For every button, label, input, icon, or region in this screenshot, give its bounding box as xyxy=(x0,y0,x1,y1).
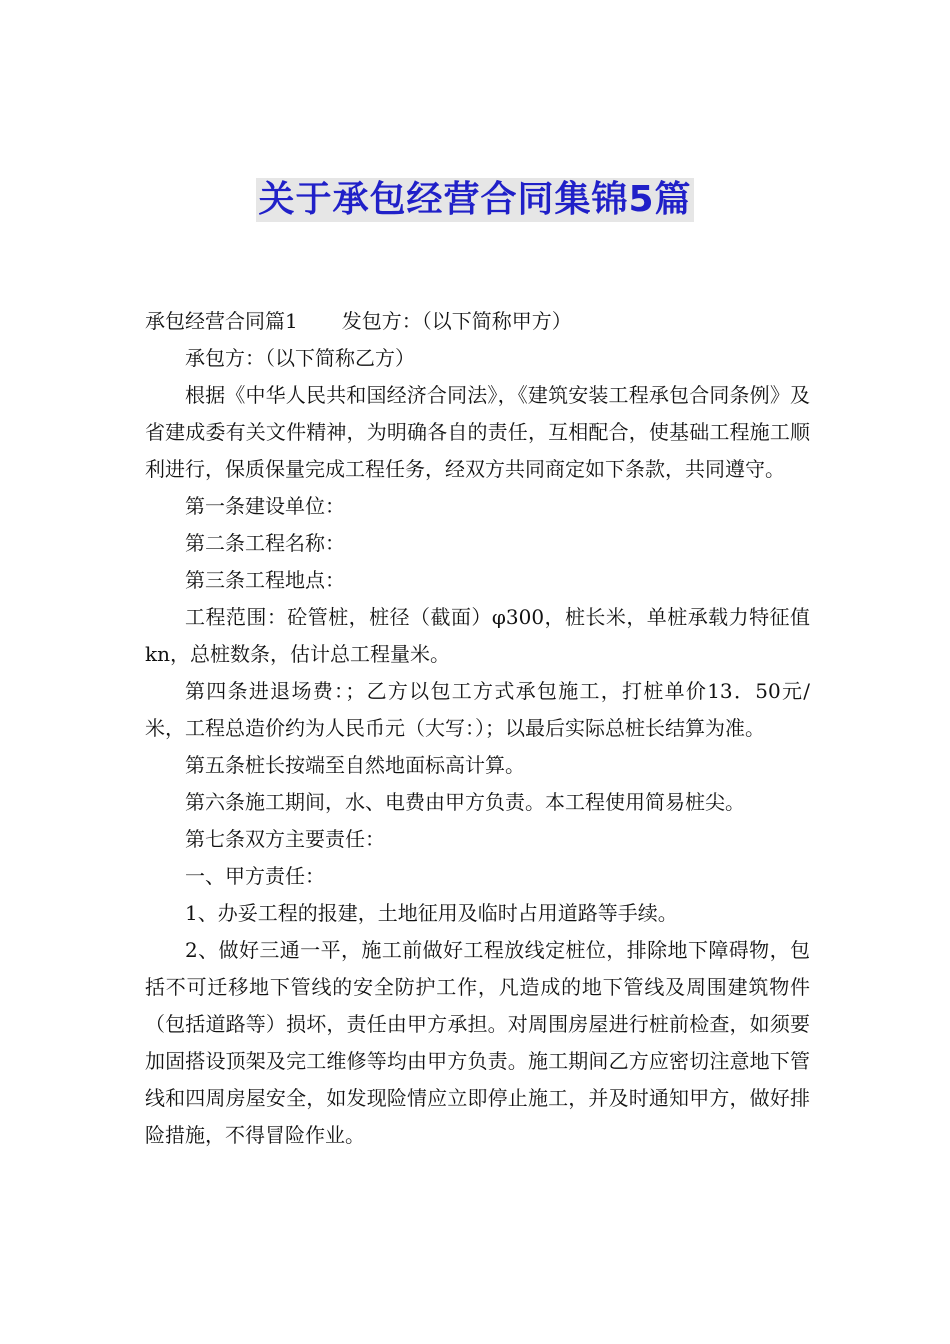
paragraph: 1、办妥工程的报建，土地征用及临时占用道路等手续。 xyxy=(185,901,678,925)
paragraph: 一、甲方责任： xyxy=(185,864,325,888)
paragraph: 根据《中华人民共和国经济合同法》，《建筑安装工程承包合同条例》及省建成委有关文件精神，为明确各自的责任，互相配合，使基础工程施工顺利进行，保质保量完成工程任务，经双方共同商定如下条款，共同遵守。 xyxy=(145,383,810,481)
paragraph: 第六条施工期间，水、电费由甲方负责。本工程使用简易桩尖。 xyxy=(185,790,745,814)
paragraph: 工程范围：砼管桩，桩径（截面）φ300，桩长米，单桩承载力特征值kn，总桩数条，估计总工程量米。 xyxy=(145,605,810,666)
paragraph: 第一条建设单位： xyxy=(185,494,345,518)
document-title: 关于承包经营合同集锦5篇 xyxy=(258,179,692,220)
paragraph: 2、做好三通一平，施工前做好工程放线定桩位，排除地下障碍物，包括不可迁移地下管线的安全防护工作，凡造成的地下管线及周围建筑物件（包括道路等）损坏，责任由甲方承担。对周围房屋进行桩前检查，如须要加固搭设顶架及完工维修等均由甲方负责。施工期间乙方应密切注意地下管线和四周房屋安全，如发现险情应立即停止施工，并及时通知甲方，做好排险措施，不得冒险作业。 xyxy=(145,938,810,1147)
paragraph: 第五条桩长按端至自然地面标高计算。 xyxy=(185,753,525,777)
paragraph: 第四条进退场费：；乙方以包工方式承包施工，打桩单价13．50元/米，工程总造价约为人民币元（大写：）；以最后实际总桩长结算为准。 xyxy=(145,679,810,740)
paragraph: 第七条双方主要责任： xyxy=(185,827,385,851)
title-wrap xyxy=(0,178,950,222)
document-body xyxy=(145,303,810,1154)
contract-heading: 承包经营合同篇1 xyxy=(145,309,298,333)
paragraph: 第二条工程名称： xyxy=(185,531,345,555)
first-line xyxy=(145,303,810,340)
party-a-line: 发包方：（以下简称甲方） xyxy=(341,309,572,333)
paragraph: 承包方：（以下简称乙方） xyxy=(185,346,415,370)
paragraph: 第三条工程地点： xyxy=(185,568,345,592)
